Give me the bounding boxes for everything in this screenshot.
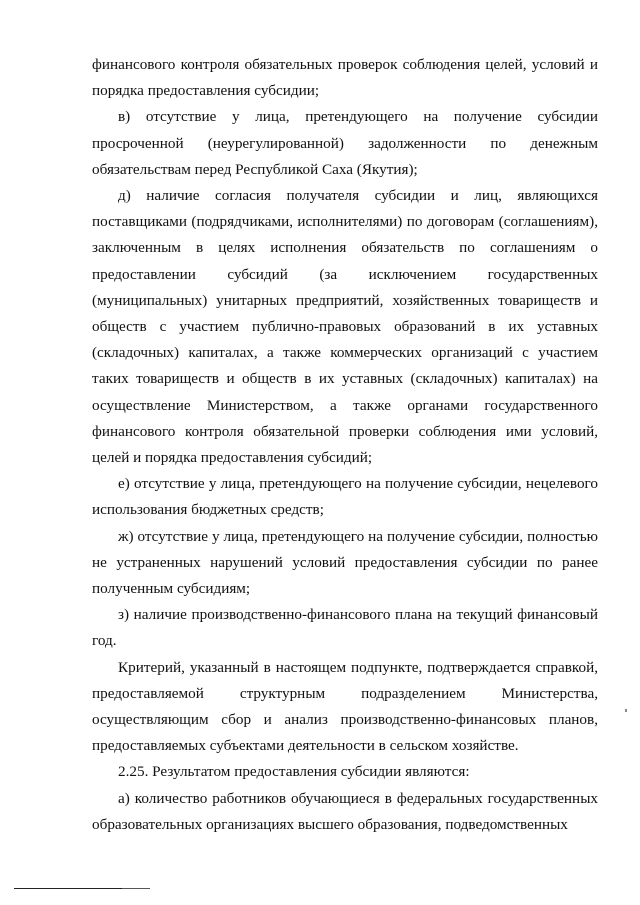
paragraph-item-d: д) наличие согласия получателя субсидии и лиц, являющихся поставщиками (подрядчиками, исполнителями) по договорам (соглашениям), заключенным в целях исполнения обязательств по соглашениям о предоставлении субсидий (за исключением государственных (муниципальных) унитарных предприятий, хозяйственных товариществ и обществ с участием публично-правовых образований в их уставных (складочных) капиталах, а также коммерческих организаций с участием таких товариществ и обществ в их уставных (складочных) капиталах) на осуществление Министерством, а также органами государственного финансового контроля обязательной проверки соблюдения ими условий, целей и порядка предоставления субсидий; xyxy=(92,187,598,467)
paragraph-item-a: а) количество работников обучающиеся в федеральных государственных образовательных организациях высшего образования, подведомственных xyxy=(92,789,598,833)
paragraph-item-z: з) наличие производственно-финансового плана на текущий финансовый год. xyxy=(92,606,598,650)
paragraph-item-v: в) отсутствие у лица, претендующего на получение субсидии просроченной (неурегулированной) задолженности по денежным обязательствам перед Республикой Саха (Якутия); xyxy=(92,108,598,178)
scan-artifact-dot xyxy=(625,709,627,712)
document-body xyxy=(92,52,598,838)
footnote-separator-line xyxy=(14,888,122,889)
paragraph-criterion: Критерий, указанный в настоящем подпункте, подтверждается справкой, предоставляемой структурным подразделением Министерства, осуществляющим сбор и анализ производственно-финансовых планов, предоставляемых субъектами деятельности в сельском хозяйстве. xyxy=(92,658,598,755)
paragraph-continuation: финансового контроля обязательных проверок соблюдения целей, условий и порядка предоставления субсидии; xyxy=(92,56,598,100)
paragraph-section-2-25: 2.25. Результатом предоставления субсидии являются: xyxy=(118,763,470,781)
footnote-separator-line-tail xyxy=(122,888,150,889)
paragraph-item-zh: ж) отсутствие у лица, претендующего на получение субсидии, полностью не устраненных нарушений условий предоставления субсидии по ранее полученным субсидиям; xyxy=(92,527,598,598)
paragraph-item-e: е) отсутствие у лица, претендующего на получение субсидии, нецелевого использования бюджетных средств; xyxy=(92,475,598,519)
